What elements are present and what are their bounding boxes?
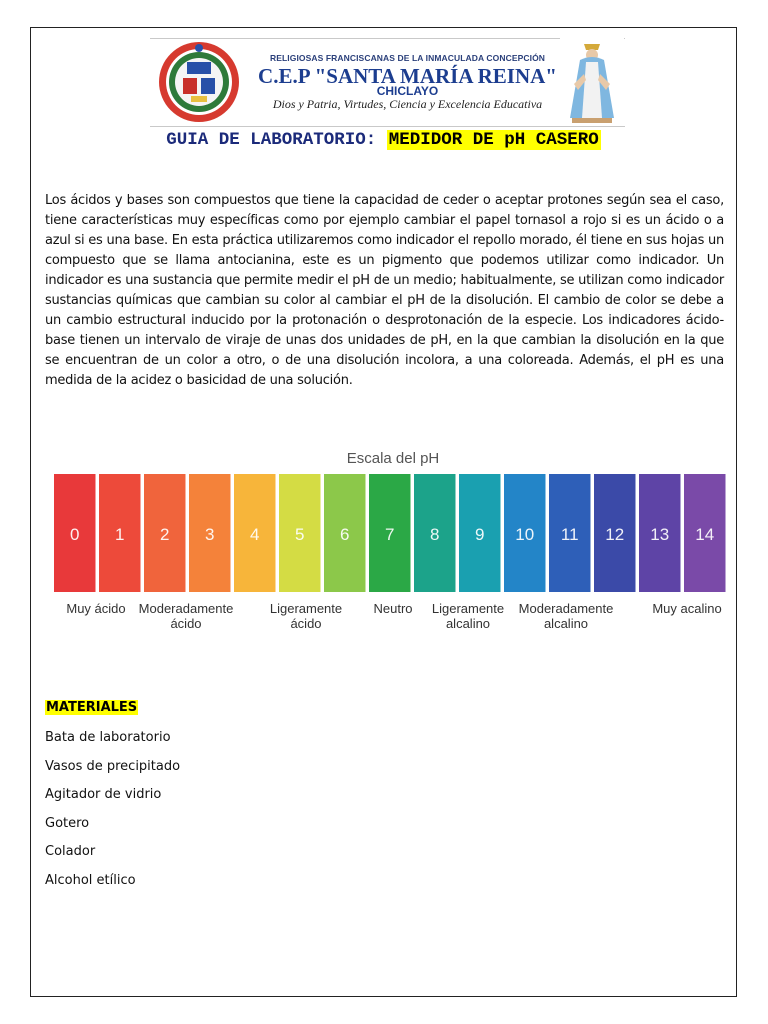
ph-bar-label: 6 [340,525,350,544]
ph-bar-label: 9 [475,525,485,544]
school-seal-icon [157,40,241,124]
ph-bar-label: 8 [430,525,440,544]
ph-category-sublabel: alcalino [445,616,491,631]
material-item: Vasos de precipitado [45,758,181,774]
ph-category-label: Muy acalino [652,601,722,616]
ph-bar-label: 4 [250,525,260,544]
ph-bar-label: 2 [160,525,170,544]
ph-category-label: Neutro [373,601,413,616]
institution-congregation: RELIGIOSAS FRANCISCANAS DE LA INMACULADA CONCEPCIÓN [269,53,546,63]
material-item: Bata de laboratorio [45,730,171,745]
ph-scale-figure [45,440,735,640]
virgin-mary-statue-icon [560,38,624,124]
ph-category-label: Moderadamente [138,601,234,616]
materials-list [45,728,180,899]
institution-name: C.E.P "SANTA MARÍA REINA" [258,64,557,88]
ph-category-label: Ligeramente [431,601,505,616]
title-prefix: GUIA DE LABORATORIO: [166,130,377,150]
ph-bar-label: 14 [695,525,715,544]
ph-scale-title: Escala del pH [346,450,440,467]
institution-motto: Dios y Patria, Virtudes, Ciencia y Excelencia Educativa [272,97,543,111]
ph-category-label: Ligeramente [269,601,343,616]
ph-bar-label: 11 [560,525,579,544]
material-item: Agitador de vidrio [45,787,162,802]
page-title [30,130,737,150]
ph-category-sublabel: ácido [290,616,322,631]
ph-category-label: Muy ácido [66,601,126,616]
ph-bar-label: 1 [115,525,125,544]
intro-paragraph: Los ácidos y bases son compuestos que tiene la capacidad de ceder o aceptar protones según sea el caso, tiene características muy específicas como por ejemplo cambiar el papel tornasol a rojo si es un ácido o a azul si es una base. En esta práctica utilizaremos como indicador el repollo morado, él tiene en sus hojas un compuesto que se llama antocianina, este es un pigmento que podemos utilizar como indicador. Un indicador es una sustancia que permite medir el pH de un medio; habitualmente, se utilizan como indicador sustancias químicas que cambian su color al cambiar el pH de la disolución. El cambio de color se debe a un cambio estructural inducido por la protonación o desprotonación de la especie. Los indicadores ácido-base tienen un intervalo de viraje de unas dos unidades de pH, en la que cambian la disolución en la que se encuentran de un color a otro, o de una disolución incolora, a una coloreada. Además, el pH es una medida de la acidez o basicidad de una solución. [45,193,724,388]
material-item: Alcohol etílico [45,872,136,888]
ph-bar-label: 5 [295,525,305,544]
ph-category-sublabel: alcalino [543,616,589,631]
ph-bar-label: 3 [205,525,215,544]
ph-bar-label: 10 [515,525,535,544]
ph-bar-label: 13 [650,525,670,544]
material-item: Colador [45,844,96,859]
materials-heading: MATERIALES [46,700,138,715]
title-highlight: MEDIDOR DE pH CASERO [388,130,599,150]
institution-city: CHICLAYO [376,84,439,98]
material-item: Gotero [45,815,90,831]
ph-category-sublabel: ácido [170,616,202,631]
ph-bar-label: 7 [385,525,395,544]
ph-category-label: Moderadamente [518,601,614,616]
ph-bar-label: 12 [605,525,625,544]
ph-bar-label: 0 [70,525,80,544]
